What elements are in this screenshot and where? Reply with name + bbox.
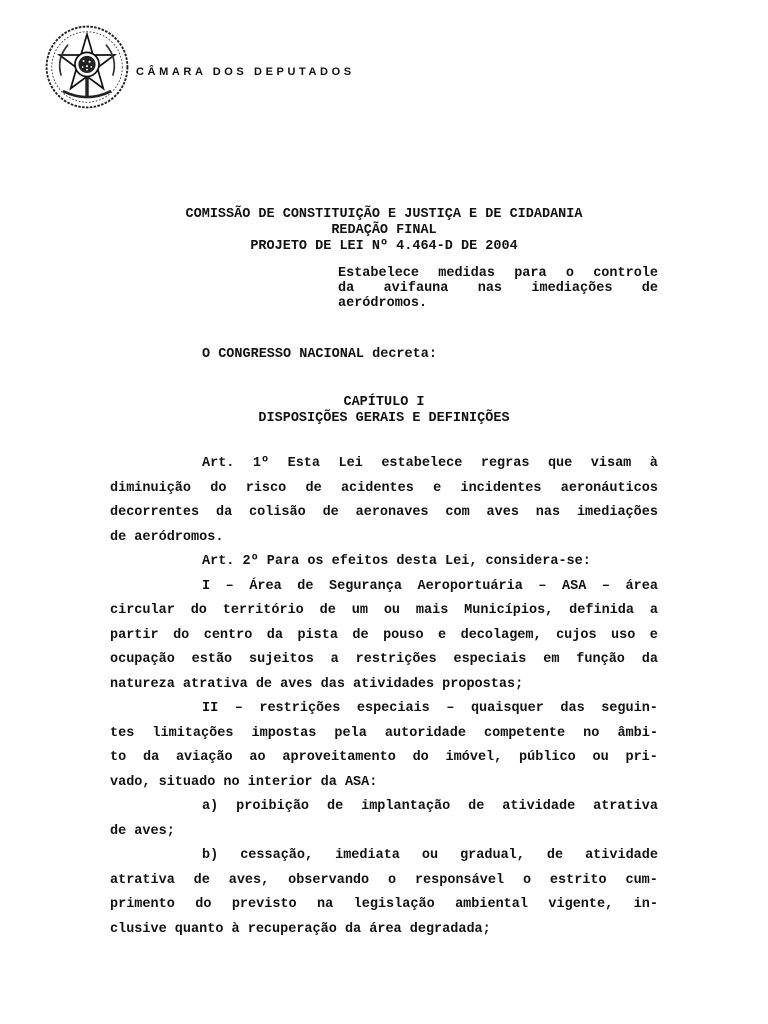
word: limitações — [152, 725, 234, 741]
word: do — [210, 480, 227, 496]
word: de — [546, 848, 564, 863]
word: e — [649, 627, 658, 643]
text-line — [110, 722, 658, 747]
word: seguin- — [601, 701, 658, 716]
word: avifauna — [383, 281, 449, 296]
word: atividade — [502, 799, 576, 814]
word: cujos — [556, 627, 597, 643]
word: imediata — [335, 848, 400, 863]
word: ao — [249, 750, 266, 765]
word: das — [560, 701, 585, 716]
word: o — [565, 266, 574, 281]
text-line: vado, situado no interior da ASA: — [110, 774, 378, 790]
word: do — [190, 603, 207, 618]
word: primento — [110, 897, 175, 912]
word: II — [202, 701, 219, 716]
text-line — [110, 869, 658, 894]
word: aproveitamento — [282, 750, 396, 765]
word: restrições — [355, 652, 437, 667]
word: de — [297, 578, 314, 594]
word: previsto — [231, 897, 297, 912]
text-line: natureza atrativa de aves das atividades propostas; — [110, 676, 524, 692]
ementa-line: aeródromos. — [338, 296, 428, 311]
word: do — [412, 750, 429, 765]
word: especiais — [453, 652, 527, 667]
word: à — [649, 456, 658, 471]
word: nas — [535, 505, 561, 520]
word: do — [195, 897, 212, 912]
word: da — [215, 505, 233, 520]
word: I — [202, 578, 211, 594]
word: Lei — [338, 456, 363, 471]
word: da — [266, 627, 283, 643]
word: sujeitos — [249, 652, 314, 667]
word: partir — [110, 627, 159, 643]
word: tes — [110, 725, 135, 741]
word: ASA — [562, 578, 587, 594]
word: visam — [590, 456, 632, 471]
word: – — [538, 578, 547, 594]
word: b) — [202, 848, 219, 863]
word: atrativa — [110, 872, 175, 888]
bill-title: PROJETO DE LEI Nº 4.464-D DE 2004 — [250, 239, 518, 254]
word: pela — [334, 725, 367, 741]
word: competente — [484, 725, 566, 741]
committee-title: COMISSÃO DE CONSTITUIÇÃO E JUSTIÇA E DE CIDADANIA — [185, 207, 583, 222]
text-line — [110, 844, 658, 869]
chapter-heading — [110, 395, 658, 427]
text-line — [110, 624, 658, 649]
word: que — [547, 456, 573, 471]
word: atividade — [585, 848, 658, 863]
word: aves — [486, 505, 519, 520]
text-line — [110, 697, 658, 722]
word: pri- — [625, 750, 658, 765]
word: de — [319, 603, 336, 618]
word: nas — [477, 281, 503, 296]
word: in- — [633, 897, 658, 912]
word: medidas — [438, 266, 495, 281]
word: um — [351, 603, 368, 618]
word: Art. — [202, 456, 235, 471]
chapter-title: DISPOSIÇÕES GERAIS E DEFINIÇÕES — [258, 411, 510, 426]
word: autoridade — [384, 725, 466, 741]
word: colisão — [249, 505, 306, 520]
word: aviação — [175, 750, 233, 765]
word: acidentes — [340, 480, 414, 496]
word: o — [522, 872, 532, 888]
word: imediações — [576, 505, 658, 520]
word: estão — [191, 652, 233, 667]
word: ou — [421, 848, 439, 863]
word: com — [445, 505, 470, 520]
word: incidentes — [460, 480, 542, 496]
word: quaisquer — [470, 701, 544, 716]
word: diminuição — [110, 480, 192, 496]
word: território — [222, 603, 304, 618]
ementa-line — [338, 281, 658, 296]
text-line — [110, 795, 658, 820]
word: e — [438, 627, 447, 643]
word: 1º — [252, 456, 270, 471]
word: na — [317, 897, 334, 912]
word: circular — [110, 603, 175, 618]
word: da — [142, 750, 160, 765]
text-line: de aeródromos. — [110, 529, 224, 545]
word: estabelece — [381, 456, 463, 471]
document-titles — [110, 207, 658, 255]
word: especiais — [356, 701, 430, 716]
bill-body — [110, 452, 658, 942]
word: controle — [593, 266, 658, 281]
word: legislação — [353, 897, 435, 912]
word: pouso — [383, 627, 424, 643]
text-line: Art. 2º Para os efeitos desta Lei, considera-se: — [202, 554, 591, 569]
word: atrativa — [593, 799, 658, 814]
word: Aeroportuária — [417, 578, 523, 594]
word: área — [625, 578, 658, 594]
word: ou — [592, 750, 609, 765]
word: decolagem, — [460, 627, 542, 643]
word: a — [649, 603, 658, 618]
text-line — [110, 746, 658, 771]
word: ocupação — [110, 652, 175, 667]
text-line — [110, 648, 658, 673]
word: proibição — [236, 799, 310, 814]
word: o — [387, 872, 397, 888]
text-line — [110, 575, 658, 600]
word: cessação, — [240, 848, 314, 863]
text-line — [110, 501, 658, 526]
word: gradual, — [460, 848, 525, 863]
word: para — [514, 266, 547, 281]
word: restrições — [259, 701, 341, 716]
word: impostas — [251, 725, 317, 741]
word: decorrentes — [110, 505, 200, 520]
word: observando — [288, 872, 370, 888]
word: aeronaves — [355, 505, 429, 520]
word: no — [583, 725, 600, 741]
word: to — [110, 750, 127, 765]
coat-of-arms-icon — [44, 24, 130, 110]
word: da — [641, 652, 658, 667]
word: em — [543, 652, 560, 667]
word: definida — [569, 603, 634, 618]
word: aeronáuticos — [560, 480, 658, 496]
word: do — [173, 627, 190, 643]
text-line — [110, 599, 658, 624]
word: uso — [611, 627, 636, 643]
word: ou — [383, 603, 401, 618]
word: público — [519, 750, 576, 765]
word: da — [338, 281, 355, 296]
word: Municípios, — [464, 603, 554, 618]
word: Esta — [287, 456, 321, 471]
word: – — [601, 578, 610, 594]
word: imediações — [531, 281, 613, 296]
word: função — [576, 652, 625, 667]
word: vigente, — [548, 897, 614, 912]
word: ambiental — [455, 897, 528, 912]
text-line — [110, 477, 658, 502]
word: de — [641, 281, 658, 296]
word: regras — [480, 456, 530, 471]
ementa-line — [338, 266, 658, 281]
word: Segurança — [329, 578, 402, 594]
word: de — [193, 872, 210, 888]
word: centro — [203, 627, 253, 643]
text-line: de aves; — [110, 823, 175, 839]
word: responsável — [414, 872, 505, 888]
word: âmbi- — [617, 725, 658, 741]
word: de — [352, 627, 369, 643]
text-line — [110, 893, 658, 918]
word: Estabelece — [338, 266, 420, 281]
final-wording-title: REDAÇÃO FINAL — [331, 223, 437, 238]
enactment-clause: O CONGRESSO NACIONAL decreta: — [202, 347, 437, 362]
word: – — [446, 701, 455, 716]
word: de — [322, 505, 339, 520]
word: implantação — [361, 799, 451, 814]
word: cum- — [625, 872, 658, 888]
text-line: clusive quanto à recuperação da área degradada; — [110, 921, 491, 937]
word: risco — [245, 480, 287, 496]
word: estrito — [549, 872, 607, 888]
word: de — [305, 480, 322, 496]
word: mais — [415, 603, 449, 618]
word: e — [433, 480, 442, 496]
word: de — [326, 799, 344, 814]
word: Área — [249, 578, 282, 594]
word: – — [225, 578, 234, 594]
chamber-name: CÂMARA DOS DEPUTADOS — [136, 66, 355, 78]
word: de — [468, 799, 485, 814]
chapter-number: CAPÍTULO I — [343, 395, 425, 410]
ementa — [338, 266, 658, 311]
word: aves, — [228, 872, 270, 888]
word: pista — [297, 627, 338, 643]
word: a — [330, 652, 339, 667]
text-line — [110, 452, 658, 477]
word: – — [234, 701, 243, 716]
word: imóvel, — [445, 750, 503, 765]
word: a) — [202, 799, 219, 814]
